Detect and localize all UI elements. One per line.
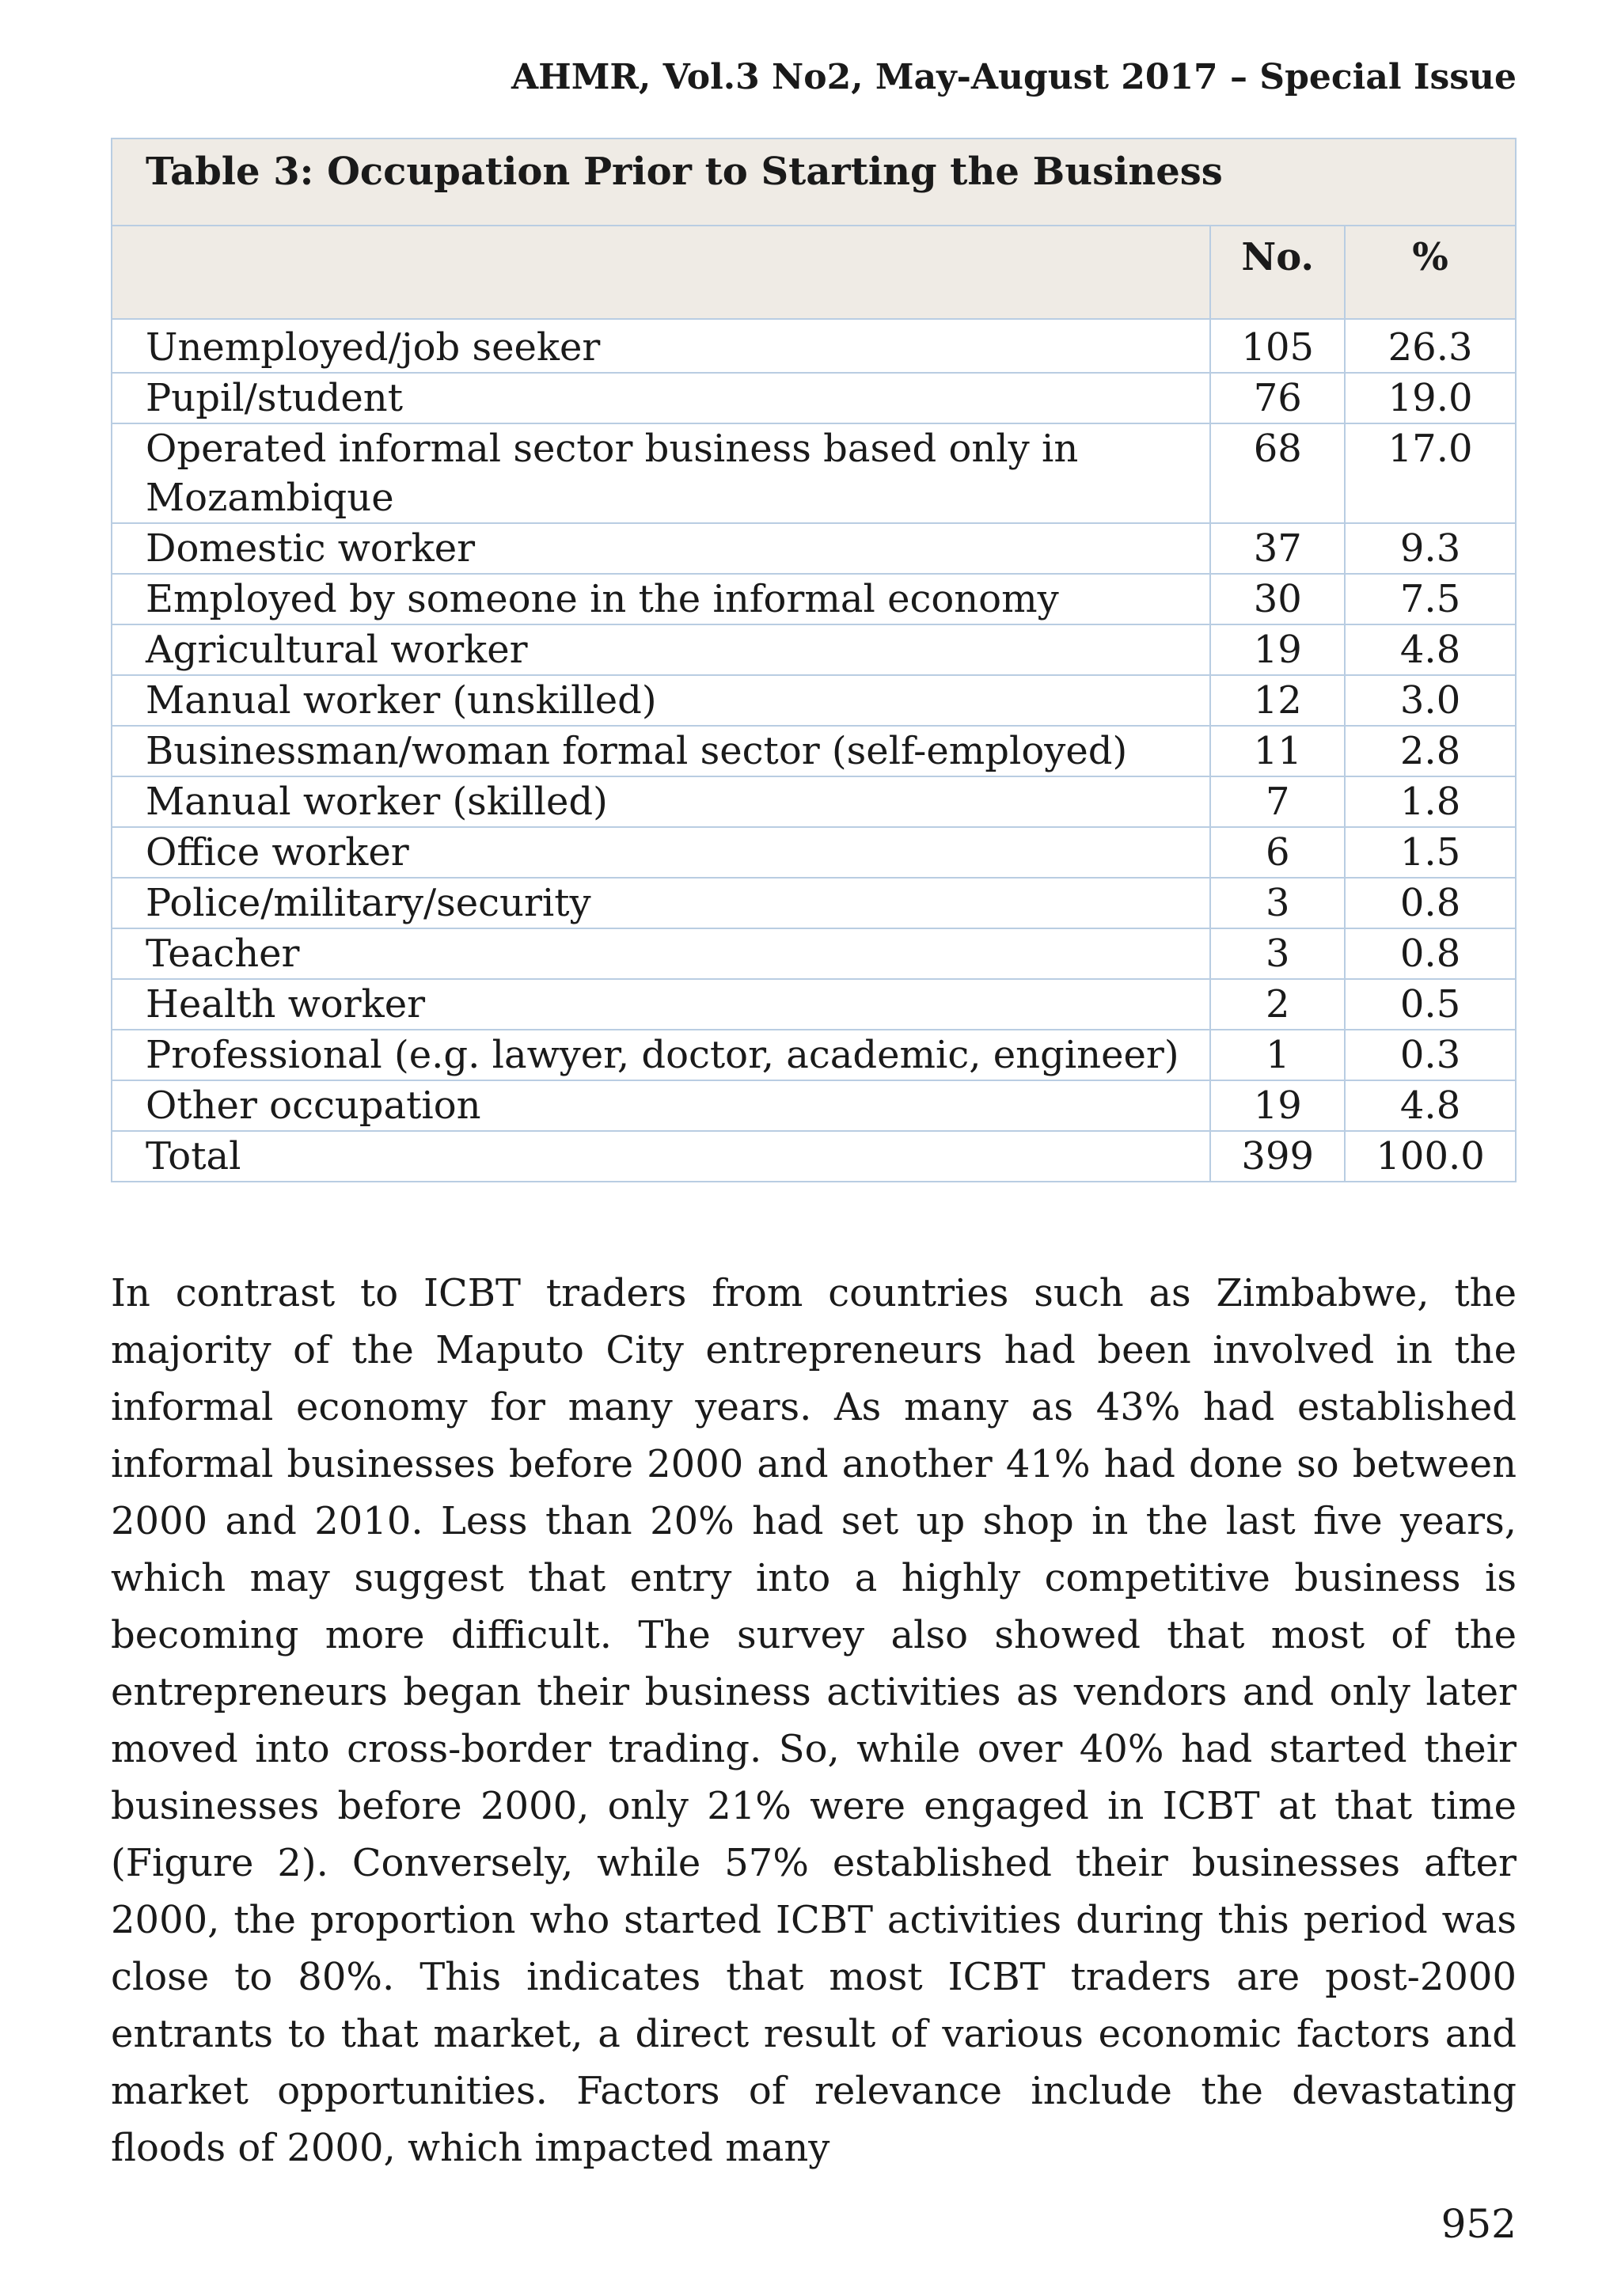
occupation-count: 30 — [1210, 574, 1345, 624]
page-number: 952 — [1441, 2201, 1517, 2247]
occupation-count: 68 — [1210, 423, 1345, 523]
occupation-count: 3 — [1210, 878, 1345, 928]
table-caption: Table 3: Occupation Prior to Starting the Business — [112, 139, 1516, 226]
occupation-count: 6 — [1210, 827, 1345, 878]
occupation-percent: 26.3 — [1345, 319, 1516, 373]
occupation-label: Domestic worker — [112, 523, 1210, 574]
table-row — [112, 523, 1516, 574]
occupation-label: Other occupation — [112, 1080, 1210, 1131]
occupation-count: 37 — [1210, 523, 1345, 574]
occupation-count: 105 — [1210, 319, 1345, 373]
occupation-label: Agricultural worker — [112, 624, 1210, 675]
occupation-label: Manual worker (skilled) — [112, 776, 1210, 827]
body-paragraph: In contrast to ICBT traders from countries such as Zimbabwe, the majority of the Maputo City entrepreneurs had been involved in the informal economy for many years. As many as 43% had established informal businesses before 2000 and another 41% had done so between 2000 and 2010. Less than 20% had set up shop in the last five years, which may suggest that entry into a highly competitive business is becoming more difficult. The survey also showed that most of the entrepreneurs began their business activities as vendors and only later moved into cross-border trading. So, while over 40% had started their businesses before 2000, only 21% were engaged in ICBT at that time (Figure 2). Conversely, while 57% established their businesses after 2000, the proportion who started ICBT activities during this period was close to 80%. This indicates that most ICBT traders are post-2000 entrants to that market, a direct result of various economic factors and market opportunities. Factors of relevance include the devastating floods of 2000, which impacted many — [111, 1271, 1517, 2170]
table-row — [112, 675, 1516, 726]
occupation-percent: 0.5 — [1345, 979, 1516, 1030]
table-row — [112, 928, 1516, 979]
occupation-table — [111, 138, 1517, 1182]
table-row — [112, 726, 1516, 776]
occupation-percent: 0.8 — [1345, 928, 1516, 979]
occupation-label: Businessman/woman formal sector (self-employed) — [112, 726, 1210, 776]
occupation-percent: 2.8 — [1345, 726, 1516, 776]
occupation-count: 11 — [1210, 726, 1345, 776]
table-row — [112, 1131, 1516, 1182]
table-row — [112, 776, 1516, 827]
occupation-percent: 1.5 — [1345, 827, 1516, 878]
occupation-percent: 4.8 — [1345, 1080, 1516, 1131]
table-row — [112, 624, 1516, 675]
occupation-percent: 9.3 — [1345, 523, 1516, 574]
column-header-percent: % — [1345, 226, 1516, 319]
table-row — [112, 979, 1516, 1030]
occupation-percent: 0.3 — [1345, 1030, 1516, 1080]
occupation-percent: 19.0 — [1345, 373, 1516, 423]
running-header: AHMR, Vol.3 No2, May-August 2017 – Special Issue — [511, 57, 1517, 97]
occupation-label: Unemployed/job seeker — [112, 319, 1210, 373]
occupation-percent: 17.0 — [1345, 423, 1516, 523]
occupation-count: 19 — [1210, 1080, 1345, 1131]
occupation-label: Office worker — [112, 827, 1210, 878]
occupation-label: Employed by someone in the informal economy — [112, 574, 1210, 624]
occupation-percent: 4.8 — [1345, 624, 1516, 675]
table-caption-row — [112, 139, 1516, 226]
column-header-label — [112, 226, 1210, 319]
occupation-label: Police/military/security — [112, 878, 1210, 928]
occupation-percent: 3.0 — [1345, 675, 1516, 726]
occupation-percent: 7.5 — [1345, 574, 1516, 624]
occupation-count: 19 — [1210, 624, 1345, 675]
occupation-count: 7 — [1210, 776, 1345, 827]
occupation-label: Total — [112, 1131, 1210, 1182]
table-row — [112, 827, 1516, 878]
table-row — [112, 319, 1516, 373]
table-row — [112, 1080, 1516, 1131]
occupation-count: 76 — [1210, 373, 1345, 423]
table-row — [112, 878, 1516, 928]
table-row — [112, 574, 1516, 624]
table-header-row — [112, 226, 1516, 319]
occupation-count: 399 — [1210, 1131, 1345, 1182]
occupation-count: 12 — [1210, 675, 1345, 726]
occupation-percent: 100.0 — [1345, 1131, 1516, 1182]
occupation-label: Manual worker (unskilled) — [112, 675, 1210, 726]
table-row — [112, 1030, 1516, 1080]
column-header-no: No. — [1210, 226, 1345, 319]
table-row — [112, 423, 1516, 523]
occupation-label: Health worker — [112, 979, 1210, 1030]
table-row — [112, 373, 1516, 423]
occupation-count: 1 — [1210, 1030, 1345, 1080]
occupation-count: 2 — [1210, 979, 1345, 1030]
occupation-label: Operated informal sector business based only in Mozambique — [112, 423, 1210, 523]
occupation-percent: 0.8 — [1345, 878, 1516, 928]
occupation-count: 3 — [1210, 928, 1345, 979]
occupation-label: Pupil/student — [112, 373, 1210, 423]
occupation-percent: 1.8 — [1345, 776, 1516, 827]
occupation-label: Teacher — [112, 928, 1210, 979]
occupation-label: Professional (e.g. lawyer, doctor, academic, engineer) — [112, 1030, 1210, 1080]
